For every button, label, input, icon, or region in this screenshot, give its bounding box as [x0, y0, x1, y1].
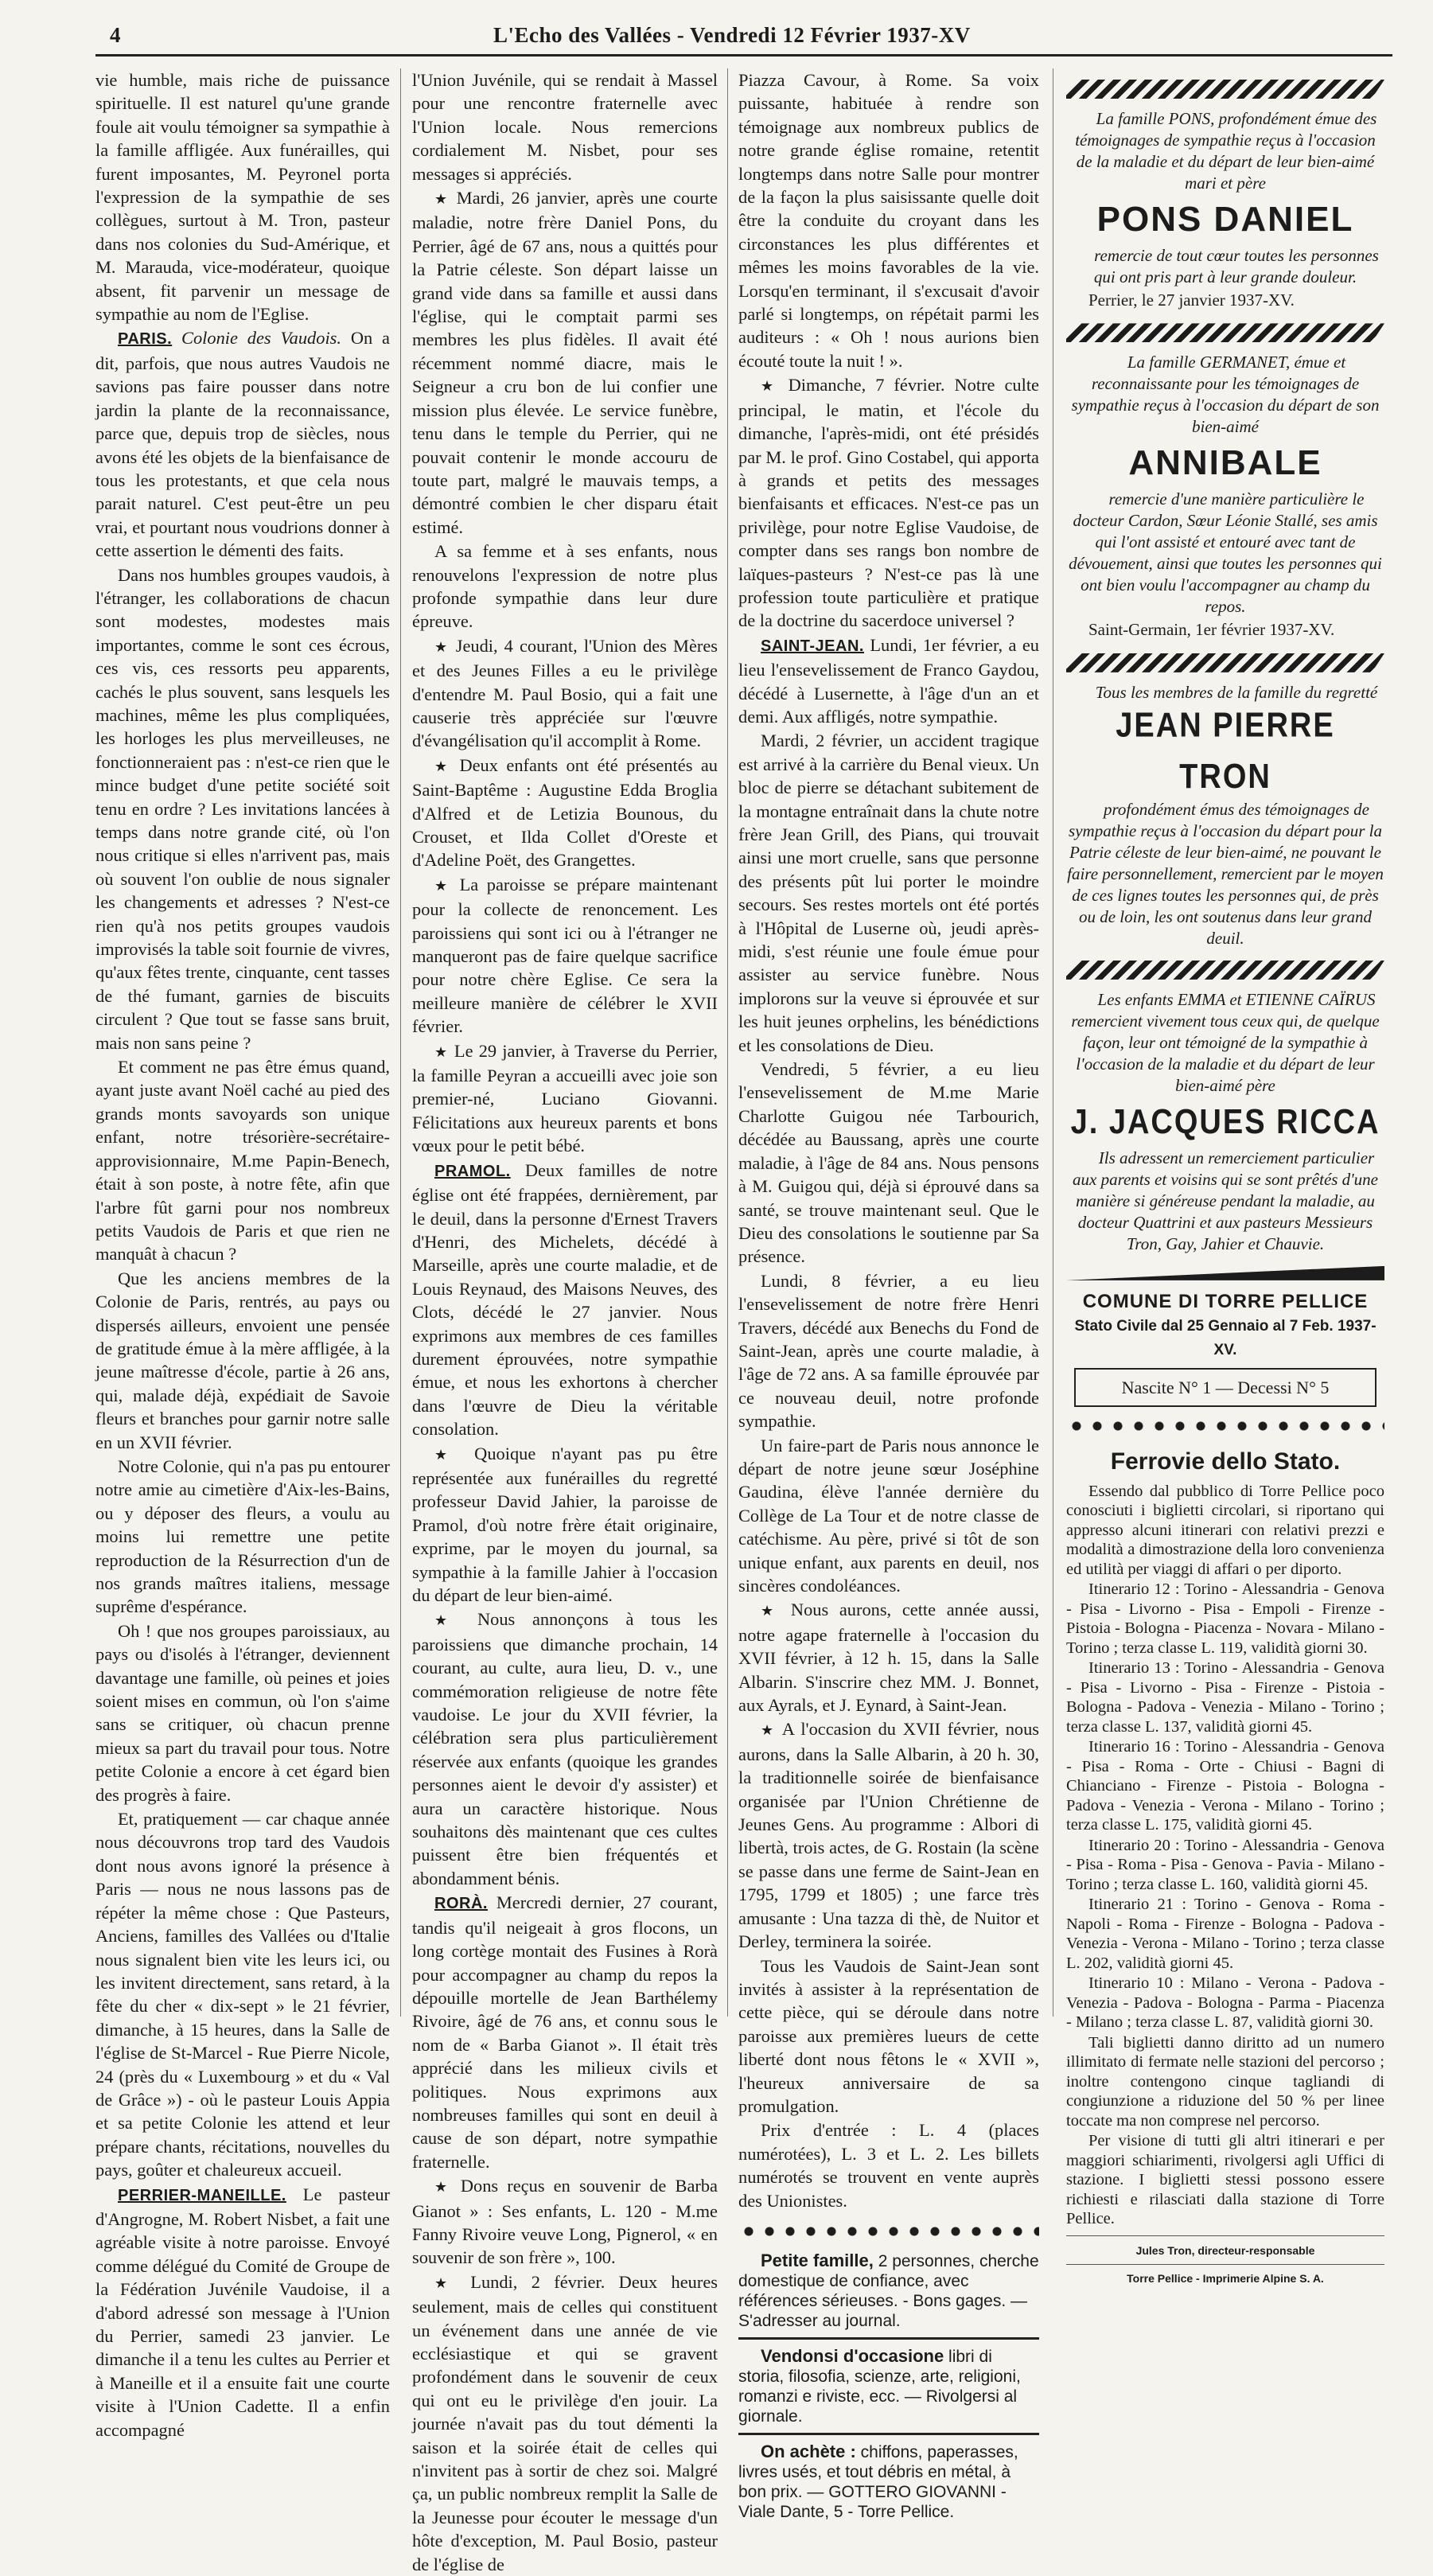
- notice-intro: La famille PONS, profondément émue des témoignages de sympathie reçus à l'occasion de la maladie et du départ de leur bien-aimé mari et père: [1075, 109, 1377, 193]
- ad-text: chiffons, paperasses, livres usés, et tout débris en métal, à bon prix. — GOTTERO GIOVANNI - Viale Dante, 5 - Torre Pellice.: [738, 2442, 1018, 2521]
- article-paragraph: Un faire-part de Paris nous annonce le départ de notre jeune sœur Joséphine Gaudina, élève l'année dernière du Collège de La Tour et de notre classe de catéchisme. Au père, privé si tôt de son unique enfant, aux parents en deuil, nos sincères condoléances.: [738, 1435, 1039, 1596]
- section-heading-rora: RORÀ.: [434, 1895, 488, 1913]
- notice-name: PONS DANIEL: [1096, 200, 1354, 239]
- star-icon: ★: [434, 1446, 459, 1463]
- article-paragraph: [412, 1442, 718, 1608]
- article-paragraph: Tous les Vaudois de Saint-Jean sont invités à assister à la représentation de cette pièce, qui se déroule dans notre paroisse aux premières lueurs de cette liberté dont nous fêtons le « XVII », l'heureux anniversaire de sa promulgation.: [738, 1955, 1039, 2116]
- paragraph-text: Dimanche, 7 février. Notre culte principal, le matin, et l'école du dimanche, l'après-midi, ont été présidés par M. le prof. Gino Costabel, qui apporta à grands et petits des messages bienfaisants et efficaces. N'est-ce pas un privilège, pour notre Eglise Vaudoise, de compter dans ses rangs bon nombre de laïques-pasteurs ? N'est-ce pas là une profession toute particulière et pratique de la doctrine du sacerdoce universel ?: [738, 375, 1039, 631]
- star-icon: ★: [434, 191, 450, 208]
- star-icon: ★: [434, 2179, 452, 2196]
- article-paragraph: [95, 326, 390, 562]
- article-paragraph: Et comment ne pas être émus quand, ayant juste avant Noël caché au pied des grands monts savoyards son unique enfant, notre trésorière-secrétaire-approvisionnaire, M.me Papin-Benech, était à son poste, à notre fête, afin que l'arbre fût garni pour nos nombreux petits Vaudois de Paris et que rien ne manquât à chacun ?: [95, 1057, 390, 1265]
- itinerary-item: Itinerario 10 : Milano - Verona - Padova - Venezia - Padova - Bologna - Parma - Piacenza - Milano ; terza classe L. 87, validità giorni 30.: [1066, 1974, 1384, 2032]
- paragraph-text: Lundi, 2 février. Deux heures seulement, mais de celles qui constituent un événement dans une année de vie ecclésiastique et qui se gravent profondément dans le souvenir de ceux qui ont eu le privilège d'en jouir. La journée n'avait pas du tout démenti la saison et la soirée était de celles qui n'invitent pas à sortir de chez soi. Malgré ça, un public nombreux remplit la Salle de la Jeunesse pour écouter le message d'un hôte d'exception, M. Paul Bosio, pasteur de l'église de: [412, 2271, 718, 2574]
- paragraph-text: Mardi, 26 janvier, après une courte maladie, notre frère Daniel Pons, du Perrier, âgé de 67 ans, nous a quittés pour la Patrie céleste. Son départ laisse un grand vide dans sa famille et aussi dans l'église, qui le comptait parmi ses membres les plus fidèles. Il avait été récemment nommé diacre, mais le Seigneur a cru bon de lui confier une mission plus élevée. Le service funèbre, tenu dans le temple du Perrier, qui ne pouvait contenir le monde accouru de toute part, malgré le mauvais temps, a démontré combien le cher disparu était estimé.: [412, 188, 718, 537]
- star-icon: ★: [434, 1612, 461, 1629]
- article-paragraph: [412, 2270, 718, 2576]
- article-paragraph: [412, 2174, 718, 2270]
- paragraph-text: Mercredi dernier, 27 courant, tandis qu'il neigeait à gros flocons, un long cortège montait des Fusines à Rorà pour accompagner au champ du repos la dépouille mortelle de Jean Barthélemy Rivoire, âgé de 76 ans, et connu sous le nom de « Barba Gianot ». Il était très apprécié dans les milieux civils et politiques. Nous exprimons aux nombreuses familles qui sont en deuil à cause de son départ, notre sympathie fraternelle.: [412, 1892, 718, 2172]
- paragraph-text: Nous aurons, cette année aussi, notre agape fraternelle à l'occasion du XVII février, à 12 h. 15, dans la Salle Albarin. S'inscrire chez MM. J. Bonnet, aux Ayrals, et J. Eynard, à Saint-Jean.: [738, 1600, 1040, 1716]
- star-icon: ★: [434, 1043, 449, 1060]
- notice-sign: Saint-Germain, 1er février 1937-XV.: [1088, 620, 1335, 640]
- star-icon: ★: [761, 1722, 777, 1739]
- ornamental-divider: [1066, 961, 1384, 980]
- itinerary-item: Itinerario 13 : Torino - Alessandria - Genova - Pisa - Livorno - Pisa - Firenze - Pistoia - Bologna - Padova - Venezia - Milano - Torino ; terza classe L. 137, validità giorni 45.: [1066, 1659, 1384, 1736]
- article-paragraph: [95, 2183, 390, 2442]
- article-paragraph: Piazza Cavour, à Rome. Sa voix puissante, habituée à rendre son témoignage aux nombreux publics de notre grande église romaine, retentit longtemps dans notre Salle pour montrer de la façon la plus saisissante quelle doit être la conduite du croyant dans les circonstances les plus différentes et mêmes les moins favorables de la vie. Lorsqu'en terminant, il s'excusait d'avoir parlé si longtemps, on répétait parmi les auditeurs : « Oh ! nous aurions bien écouté toute la nuit ! ».: [738, 70, 1039, 371]
- classified-ad: [738, 2346, 1039, 2426]
- star-icon: ★: [761, 1603, 781, 1619]
- paragraph-text: Lundi, 1er février, a eu lieu l'ensevelissement de Franco Gaydou, décédé à Lusernette, à l'âge d'un an et demi. Aux affligés, notre sympathie.: [738, 634, 1039, 727]
- article-paragraph: [412, 1608, 718, 1890]
- column-2: [412, 68, 718, 2574]
- article-paragraph: [412, 754, 718, 872]
- article-paragraph: Oh ! que nos groupes paroissiaux, au pays ou d'isolés à l'étranger, deviennent davantage une famille, où peines et joies soient mises en commun, où l'on s'aime sans se critiquer, où chacun prenne mieux sa part du travail pour tous. Notre petite Colonie a encore à cet égard bien des progrès à faire.: [95, 1620, 390, 1805]
- notice-name: JEAN PIERRE TRON: [1116, 706, 1335, 797]
- railway-title: Ferrovie dello Stato.: [1110, 1448, 1341, 1475]
- paragraph-text: Quoique n'ayant pas pu être représentée aux funérailles du regretté professeur David Jahier, la paroisse de Pramol, d'où notre frère était originaire, exprime, par le moyen du journal, sa sympathie à la famille Jahier à l'occasion du départ de leur bien-aimé.: [412, 1443, 718, 1605]
- page-header: [95, 18, 1392, 57]
- classified-ad: [738, 2442, 1039, 2522]
- ornamental-divider: [1066, 80, 1384, 99]
- notice-intro: Tous les membres de la famille du regretté: [1095, 682, 1378, 702]
- ad-label: On achète :: [761, 2441, 856, 2461]
- article-paragraph: [412, 1039, 718, 1158]
- notice-name: J. JACQUES RICCA: [1070, 1102, 1380, 1141]
- star-icon: ★: [434, 877, 452, 894]
- ornamental-divider: [738, 2223, 1039, 2239]
- ornamental-divider: [1066, 653, 1384, 672]
- article-paragraph: A sa femme et à ses enfants, nous renouvelons l'expression de notre plus profonde sympathie dans leur dure épreuve.: [412, 541, 718, 632]
- notice-body: remercie d'une manière particulière le docteur Cardon, Sœur Léonie Stallé, ses amis qui l'ont assisté et entouré avec tant de dévouement, ainsi que toutes les personnes qui ont bien voulu l'accompagner au champ du repos.: [1069, 489, 1382, 617]
- paragraph-text: Dons reçus en souvenir de Barba Gianot » : Ses enfants, L. 120 - M.me Fanny Rivoire veuve Long, Pignerol, « en souvenir de son frère », 100.: [412, 2176, 718, 2268]
- article-paragraph: Notre Colonie, qui n'a pas pu entourer notre amie au cimetière d'Aix-les-Bains, ou y déposer des fleurs, a voulu au moins lui remettre une petite reproduction de la Résurrection d'un de nos grands maîtres italiens, message suprême d'espérance.: [95, 1456, 390, 1617]
- civil-registry-subtitle: Stato Civile dal 25 Gennaio al 7 Feb. 1937-XV.: [1074, 1318, 1377, 1358]
- article-paragraph: [412, 186, 718, 539]
- ornamental-divider: [1066, 1418, 1384, 1434]
- divider: [738, 2337, 1039, 2340]
- article-paragraph: [738, 373, 1039, 632]
- article-paragraph: [412, 1159, 718, 1441]
- article-paragraph: Mardi, 2 février, un accident tragique est arrivé à la carrière du Benal vieux. Un bloc de pierre se détachant subitement de la montagne entraînait dans la chute notre frère Jean Grill, des Pians, qui trouvait ainsi une mort cruelle, sans que personne des présents pût lui porter le moindre secours. Ses restes mortels ont été portés à l'Hôpital de Luserne où, jeudi après-midi, s'est réunie une foule émue pour assister au service funèbre. Nous implorons sur la veuve si éprouvée et sur les huit jeunes orphelins, les bénédictions et les consolations de Dieu.: [738, 731, 1039, 1055]
- ad-label: Petite famille,: [761, 2250, 874, 2270]
- article-paragraph: vie humble, mais riche de puissance spirituelle. Il est naturel qu'une grande foule ait voulu témoigner sa sympathie à la famille affligée. Aux funérailles, qui furent imposantes, M. Peyronel porta l'expression de la sympathie de ses collègues, surtout à M. Tron, pasteur dans nos colonies du Sud-Amérique, et M. Marauda, vice-modérateur, quoique absent, fit parvenir un message de sympathie au nom de l'Eglise.: [95, 70, 390, 325]
- article-paragraph: Lundi, 8 février, a eu lieu l'ensevelissement de notre frère Henri Travers, décédé aux Benechs du Fond de Saint-Jean, après une courte maladie, à l'âge de 72 ans. A sa famille éprouvée par ce nouveau deuil, notre profonde sympathie.: [738, 1270, 1039, 1432]
- paragraph-text: Nous annonçons à tous les paroissiens que dimanche prochain, 14 courant, au culte, aura lieu, D. v., une commémoration religieuse de notre fête vaudoise. Le jour du XVII février, la célébration sera plus particulièrement réservée aux enfants (quoique les grandes personnes aient le devoir d'y assister) et aura un caractère historique. Nous souhaitons dès maintenant que ces cultes puissent être bien fréquentés et abondamment bénis.: [412, 1609, 718, 1888]
- column-rule: [400, 68, 401, 2017]
- paragraph-text: Deux familles de notre église ont été frappées, dernièrement, par le deuil, dans la personne d'Ernest Travers d'Henri, des Michelets, décédé à Marseille, après une courte maladie, et de Louis Reynaud, des Maisons Neuves, des Clots, décédé le 27 janvier. Nous exprimons aux membres de ces familles durement éprouvées, notre sympathie émue, et nous les exhortons à chercher dans l'œuvre de Dieu la véritable consolation.: [412, 1159, 718, 1440]
- imprint-director: Jules Tron, directeur-responsable: [1066, 2235, 1384, 2262]
- column-rule: [727, 68, 728, 2017]
- section-heading-paris: PARIS.: [118, 330, 173, 349]
- paragraph-text: Jeudi, 4 courant, l'Union des Mères et des Jeunes Filles a eu le privilège d'entendre M. Paul Bosio, qui a fait une causerie très appréciée sur l'œuvre d'évangélisation qu'il accomplit à Rome.: [412, 635, 718, 751]
- section-heading-pramol: PRAMOL.: [434, 1162, 511, 1180]
- article-paragraph: Dans nos humbles groupes vaudois, à l'étranger, les collaborations de chacun sont modestes, modestes mais importantes, comme le sont ces écrous, ces vis, ces ressorts peu apparents, cachés le plus souvent, sans lesquels les machines, même les plus compliquées, les horloges les plus merveilleuses, ne fonctionneraient pas : n'est-ce rien que le mince budget d'une petite société soit tenu en ordre ? Les invitations lancées à temps dans notre grande cité, où l'on nous critique si elles n'arrivent pas, mais où souvent l'on oublie de nous signaler les changements et adresses ? N'est-ce rien qu'à nos petits groupes vaudois improvisés la table soit fournie de vivres, qu'aux fêtes trente, cinquante, cent tasses de thé fumant, garnies de biscuits circulent ? Que tout se fasse sans bruit, mais non sans peine ?: [95, 564, 390, 1053]
- imprint-printer: Torre Pellice - Imprimerie Alpine S. A.: [1066, 2264, 1384, 2290]
- star-icon: ★: [434, 638, 450, 655]
- section-heading-saint-jean: SAINT-JEAN.: [761, 637, 864, 655]
- section-heading-perrier: PERRIER-MANEILLE.: [118, 2186, 286, 2204]
- divider: [738, 2433, 1039, 2435]
- railway-intro: Essendo dal pubblico di Torre Pellice poco conosciuti i biglietti circolari, si riportano qui appresso alcuni itinerari con relativi prezzi e modalità a dimostrazione della loro convenienza ed utilità per viaggi di affari o per diporto.: [1066, 1482, 1384, 1578]
- star-icon: ★: [434, 758, 451, 774]
- notice-body: Ils adressent un remerciement particulier aux parents et voisins qui se sont prêtés d'une manière si généreuse pendant la maladie, au docteur Quattrini et aux pasteurs Messieurs Tron, Gay, Jahier et Chauvie.: [1073, 1148, 1378, 1253]
- article-paragraph: Et, pratiquement — car chaque année nous découvrons trop tard des Vaudois dont nous avons ignoré la présence à Paris — nous ne nous lassons pas de répéter la même chose : Que Pasteurs, Anciens, familles des Vallées ou d'Italie nous signalent bien vite les leurs ici, ou les invitent directement, sans retard, à la fête du cher « dix-sept » le 21 février, dimanche, à 15 heures, dans la Salle de l'église de St-Marcel - Rue Pierre Nicole, 24 (près du « Luxembourg » et du « Val de Grâce ») - où le pasteur Louis Appia et sa petite Colonie les attend et leur prépare chants, récitations, nouvelles du pays, goûter et chaleureux accueil.: [95, 1809, 390, 2180]
- civil-registry-box: Nascite N° 1 — Decessi N° 5: [1074, 1368, 1377, 1407]
- notice-sign: Perrier, le 27 janvier 1937-XV.: [1088, 290, 1295, 310]
- article-paragraph: Prix d'entrée : L. 4 (places numérotées), L. 3 et L. 2. Les billets numérotés se trouvent en vente auprès des Unionistes.: [738, 2120, 1039, 2211]
- column-1: [95, 68, 390, 2440]
- column-3: [738, 68, 1040, 2521]
- article-paragraph: [412, 1891, 718, 2173]
- railway-paragraph: Per visione di tutti gli altri itinerari e per maggiori schiarimenti, rivolgersi agli Uffici di stazione. I biglietti stessi possono essere richiesti e rilasciati dalla stazione di Torre Pellice.: [1066, 2132, 1384, 2228]
- paragraph-text: La paroisse se prépare maintenant pour la collecte de renoncement. Les paroissiens qui sont ici ou à l'étranger ne manqueront pas de faire quelque sacrifice pour notre chère Eglise. Ce sera la meilleure manière de célébrer le XVII février.: [412, 874, 718, 1037]
- paragraph-text: Le 29 janvier, à Traverse du Perrier, la famille Peyran a accueilli avec joie son premier-né, Luciano Giovanni. Félicitations aux heureux parents et bons vœux pour le petit bébé.: [412, 1040, 718, 1156]
- article-paragraph: l'Union Juvénile, qui se rendait à Massel pour une rencontre fraternelle avec l'Union locale. Nous remercions cordialement M. Nisbet, pour ses messages si appréciés.: [412, 70, 718, 184]
- classified-ad: [738, 2251, 1039, 2331]
- article-paragraph: [738, 1717, 1039, 1953]
- page-title: L'Echo des Vallées - Vendredi 12 Février 1937-XV: [493, 23, 971, 47]
- article-paragraph: Vendredi, 5 février, a eu lieu l'ensevelissement de M.me Marie Charlotte Guigou née Tarbourich, décédée au Baussang, après une courte maladie, à l'âge de 84 ans. Nous pensons à M. Guigou qui, déjà si éprouvé dans sa santé, se trouve maintenant seul. Que le Dieu des consolations le soutienne par Sa présence.: [738, 1059, 1039, 1267]
- itinerary-item: Itinerario 20 : Torino - Alessandria - Genova - Pisa - Roma - Pisa - Genova - Pavia - Milano - Torino ; terza classe L. 160, validità giorni 45.: [1066, 1836, 1384, 1893]
- paragraph-text: On a dit, parfois, que nous autres Vaudois ne savions pas faire pousser dans notre jardin la plante de la reconnaissance, parce que, depuis trop de siècles, nous avons été les objets de la bienfaisance de tous les protestants, et que cela nous parait naturel. C'est peut-être un peu vrai, et pourtant nous voudrions donner à cette assertion le démenti des faits.: [95, 328, 390, 561]
- itinerary-item: Itinerario 21 : Torino - Genova - Roma - Napoli - Roma - Firenze - Bologna - Padova - Venezia - Verona - Milano - Torino ; terza classe L. 202, validità giorni 45.: [1066, 1896, 1384, 1972]
- ornamental-divider: [1066, 1266, 1384, 1280]
- itinerary-item: Itinerario 16 : Torino - Alessandria - Genova - Pisa - Roma - Orte - Chiusi - Bagni di Chianciano - Firenze - Pistoia - Bologna - Padova - Venezia - Verona - Milano - Torino ; terza classe L. 175, validità giorni 45.: [1066, 1738, 1384, 1834]
- article-paragraph: [738, 633, 1039, 729]
- notice-intro: La famille GERMANET, émue et reconnaissante pour les témoignages de sympathie reçus à l'occasion du départ de son bien-aimé: [1071, 353, 1380, 437]
- star-icon: ★: [761, 378, 779, 395]
- notice-intro: Les enfants EMMA et ETIENNE CAÏRUS remercient vivement tous ceux qui, de quelque façon, leur ont témoigné de la sympathie à l'occasion de la maladie et du départ de leur bien-aimé père: [1071, 989, 1380, 1095]
- article-paragraph: [738, 1598, 1039, 1717]
- ad-text: libri di storia, filosofia, scienze, arte, religioni, romanzi e riviste, ecc. — Rivolgersi al giornale.: [738, 2347, 1021, 2426]
- article-paragraph: Que les anciens membres de la Colonie de Paris, rentrés, au pays ou dispersés ailleurs, envoient une pensée de gratitude émue à la mère affligée, à la jeune maîtresse d'école, partie à 26 ans, qui, malade déjà, expédiait de Savoie fleurs et branches pour garnir notre salle en un XVII février.: [95, 1268, 390, 1452]
- railway-paragraph: Tali biglietti danno diritto ad un numero illimitato di fermate nelle stazioni del percorso ; inoltre contengono cinque tagliandi di congiunzione a riduzione del 50 % per linee toccate ma non comprese nel percorso.: [1066, 2033, 1384, 2130]
- paragraph-text: Deux enfants ont été présentés au Saint-Baptême : Augustine Edda Broglia d'Alfred et de Letizia Bounous, du Crouset, et Ilda Collet d'Oreste et d'Adeline Poët, des Grangettes.: [412, 754, 718, 871]
- star-icon: ★: [434, 2274, 457, 2291]
- paragraph-text: A l'occasion du XVII février, nous aurons, dans la Salle Albarin, à 20 h. 30, la traditionnelle soirée de bienfaisance organisée par l'Union Chrétienne de Jeunes Gens. Au programme : Albori di libertà, trois actes, de G. Rostain (la scène se passe dans une ferme de Saint-Jean en 1795, 1799 et 1805) ; une farce très amusante : Una tazza di thè, de Nuitor et Derley, terminera la soirée.: [738, 1719, 1039, 1952]
- civil-registry-title: COMUNE DI TORRE PELLICE: [1082, 1290, 1369, 1312]
- paragraph-text: Le pasteur d'Angrogne, M. Robert Nisbet, a fait une agréable visite à notre paroisse. Envoyé comme délégué du Comité de Groupe de la Fédération Juvénile Vaudoise, il a d'abord adressé son message à l'Union du Perrier, samedi 23 janvier. Le dimanche il a tenu les cultes au Perrier et à Maneille et il a ensuite fait une courte visite à l'Union Cadette. Il a enfin accompagné: [95, 2184, 390, 2440]
- ad-text: 2 personnes, cherche domestique de confiance, avec références sérieuses. - Bons gages. — S'adresser au journal.: [738, 2251, 1039, 2330]
- article-paragraph: [412, 873, 718, 1039]
- page-number: 4: [110, 23, 121, 47]
- column-4: [1066, 68, 1384, 2286]
- notice-name: ANNIBALE: [1128, 443, 1322, 483]
- ad-label: Vendonsi d'occasione: [761, 2345, 944, 2366]
- notice-body: profondément émus des témoignages de sympathie reçus à l'occasion du départ pour la Patrie céleste de leur bien-aimé, ne pouvant le faire personnellement, remercient par le moyen de ces lignes toutes les personnes qui, de près ou de loin, les ont soutenus dans leur grand deuil.: [1067, 799, 1384, 948]
- article-paragraph: [412, 634, 718, 753]
- ornamental-divider: [1066, 323, 1384, 342]
- section-subheading: Colonie des Vaudois.: [181, 328, 341, 349]
- notice-body: remercie de tout cœur toutes les personnes qui ont pris part à leur grande douleur.: [1093, 246, 1379, 286]
- itinerary-item: Itinerario 12 : Torino - Alessandria - Genova - Pisa - Livorno - Pisa - Empoli - Firenze - Pistoia - Bologna - Piacenza - Novara - Milano - Torino ; terza classe L. 119, validità giorni 30.: [1066, 1580, 1384, 1657]
